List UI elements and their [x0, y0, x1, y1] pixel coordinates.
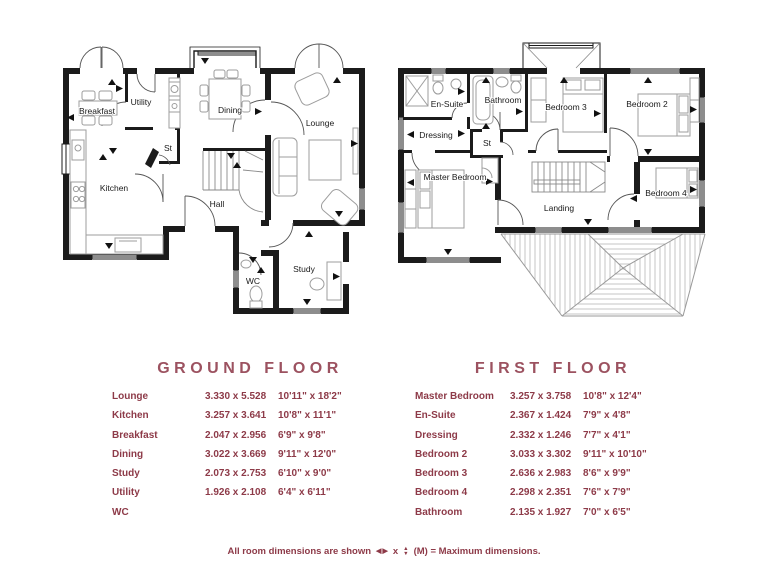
- first-top-bay: [523, 43, 600, 68]
- room-imperial: 6'10" x 9'0": [278, 468, 332, 480]
- ground-floor-plan: [57, 22, 392, 337]
- label-lounge: Lounge: [305, 118, 335, 128]
- label-en-suite: En-Suite: [430, 99, 464, 109]
- first-floor-table: [403, 360, 703, 524]
- table-row: [403, 447, 703, 466]
- room-metric: 2.135 x 1.927: [510, 506, 572, 518]
- table-row: [403, 505, 703, 524]
- ground-floor-table: [100, 360, 400, 524]
- label-wc: WC: [245, 276, 261, 286]
- room-name: Master Bedroom: [415, 391, 494, 402]
- room-metric: 3.330 x 5.528: [205, 391, 267, 402]
- first-floor-plan-svg: [398, 22, 738, 322]
- room-imperial: 6'4" x 6'11": [278, 487, 331, 499]
- up-down-arrows-icon: ▲ ▼: [403, 546, 409, 557]
- note-suffix: (M) = Maximum dimensions.: [413, 546, 541, 557]
- table-row: [403, 485, 703, 504]
- label-bedroom4: Bedroom 4: [645, 188, 687, 198]
- table-row: [100, 389, 400, 408]
- room-metric: 2.636 x 2.983: [510, 468, 572, 480]
- room-imperial: 10'8" x 11'1": [278, 410, 337, 422]
- room-name: Bedroom 2: [415, 448, 468, 460]
- table-row: [100, 505, 400, 524]
- table-row: [100, 447, 400, 466]
- label-bedroom2: Bedroom 2: [626, 99, 668, 109]
- label-master-bedroom: Master Bedroom: [423, 172, 487, 182]
- note-x: x: [392, 546, 399, 557]
- room-name: En-Suite: [415, 410, 456, 422]
- table-row: [403, 466, 703, 485]
- room-metric: 2.367 x 1.424: [510, 410, 572, 422]
- room-imperial: 6'9" x 9'8": [278, 429, 326, 441]
- first-floor-title: FIRST FLOOR: [474, 360, 632, 377]
- ground-floor-title: GROUND FLOOR: [157, 360, 343, 377]
- ground-floor-plan-svg: [57, 22, 392, 337]
- room-name: Utility: [112, 487, 140, 499]
- room-metric: 3.033 x 3.302: [510, 448, 572, 460]
- room-metric: 2.332 x 1.246: [510, 429, 572, 441]
- label-dining: Dining: [217, 105, 243, 115]
- table-row: [100, 485, 400, 504]
- label-first-st: St: [482, 138, 492, 148]
- left-right-arrows-icon: ◀ ▶: [376, 548, 388, 555]
- room-name: Dining: [112, 448, 144, 460]
- room-name: Kitchen: [112, 410, 149, 422]
- room-metric: 3.022 x 3.669: [205, 448, 267, 460]
- room-imperial: 10'11" x 18'2": [278, 391, 342, 402]
- room-imperial: 10'8" x 12'4": [583, 391, 642, 402]
- table-row: [100, 408, 400, 427]
- room-name: Lounge: [112, 391, 149, 402]
- room-name: Bedroom 4: [415, 487, 468, 499]
- room-imperial: 9'11" x 10'10": [583, 448, 647, 460]
- roof-hatch: [501, 234, 705, 316]
- dimensions-note: [0, 546, 768, 557]
- table-row: [403, 389, 703, 408]
- room-metric: 2.298 x 2.351: [510, 487, 572, 499]
- room-imperial: 7'0" x 6'5": [583, 506, 631, 518]
- room-name: Study: [112, 468, 140, 480]
- table-row: [403, 428, 703, 447]
- room-metric: 3.257 x 3.758: [510, 391, 572, 402]
- room-name: Breakfast: [112, 429, 158, 441]
- label-landing: Landing: [543, 203, 575, 213]
- table-row: [100, 428, 400, 447]
- room-name: WC: [112, 506, 129, 518]
- first-floor-plan: [398, 22, 738, 322]
- room-imperial: 7'9" x 4'8": [583, 410, 631, 422]
- room-imperial: 7'6" x 7'9": [583, 487, 631, 499]
- label-breakfast: Breakfast: [79, 106, 115, 116]
- note-prefix: All room dimensions are shown: [227, 546, 372, 557]
- room-name: Bathroom: [415, 506, 463, 518]
- room-imperial: 8'6" x 9'9": [583, 468, 631, 480]
- label-dressing: Dressing: [419, 130, 453, 140]
- room-metric: 2.073 x 2.753: [205, 468, 267, 480]
- label-hall: Hall: [209, 199, 225, 209]
- first-stairs: [532, 162, 605, 192]
- dining-bay: [190, 47, 260, 68]
- room-metric: 1.926 x 2.108: [205, 487, 267, 499]
- label-bedroom3: Bedroom 3: [545, 102, 587, 112]
- room-imperial: 9'11" x 12'0": [278, 448, 337, 460]
- label-study: Study: [293, 264, 315, 274]
- room-name: Dressing: [415, 429, 458, 441]
- room-name: Bedroom 3: [415, 468, 468, 480]
- table-row: [403, 408, 703, 427]
- label-st: St: [163, 143, 173, 153]
- label-utility: Utility: [130, 97, 152, 107]
- table-row: [100, 466, 400, 485]
- label-bathroom: Bathroom: [484, 95, 522, 105]
- label-kitchen: Kitchen: [99, 183, 129, 193]
- room-metric: 3.257 x 3.641: [205, 410, 267, 422]
- room-imperial: 7'7" x 4'1": [583, 429, 631, 441]
- room-metric: 2.047 x 2.956: [205, 429, 267, 441]
